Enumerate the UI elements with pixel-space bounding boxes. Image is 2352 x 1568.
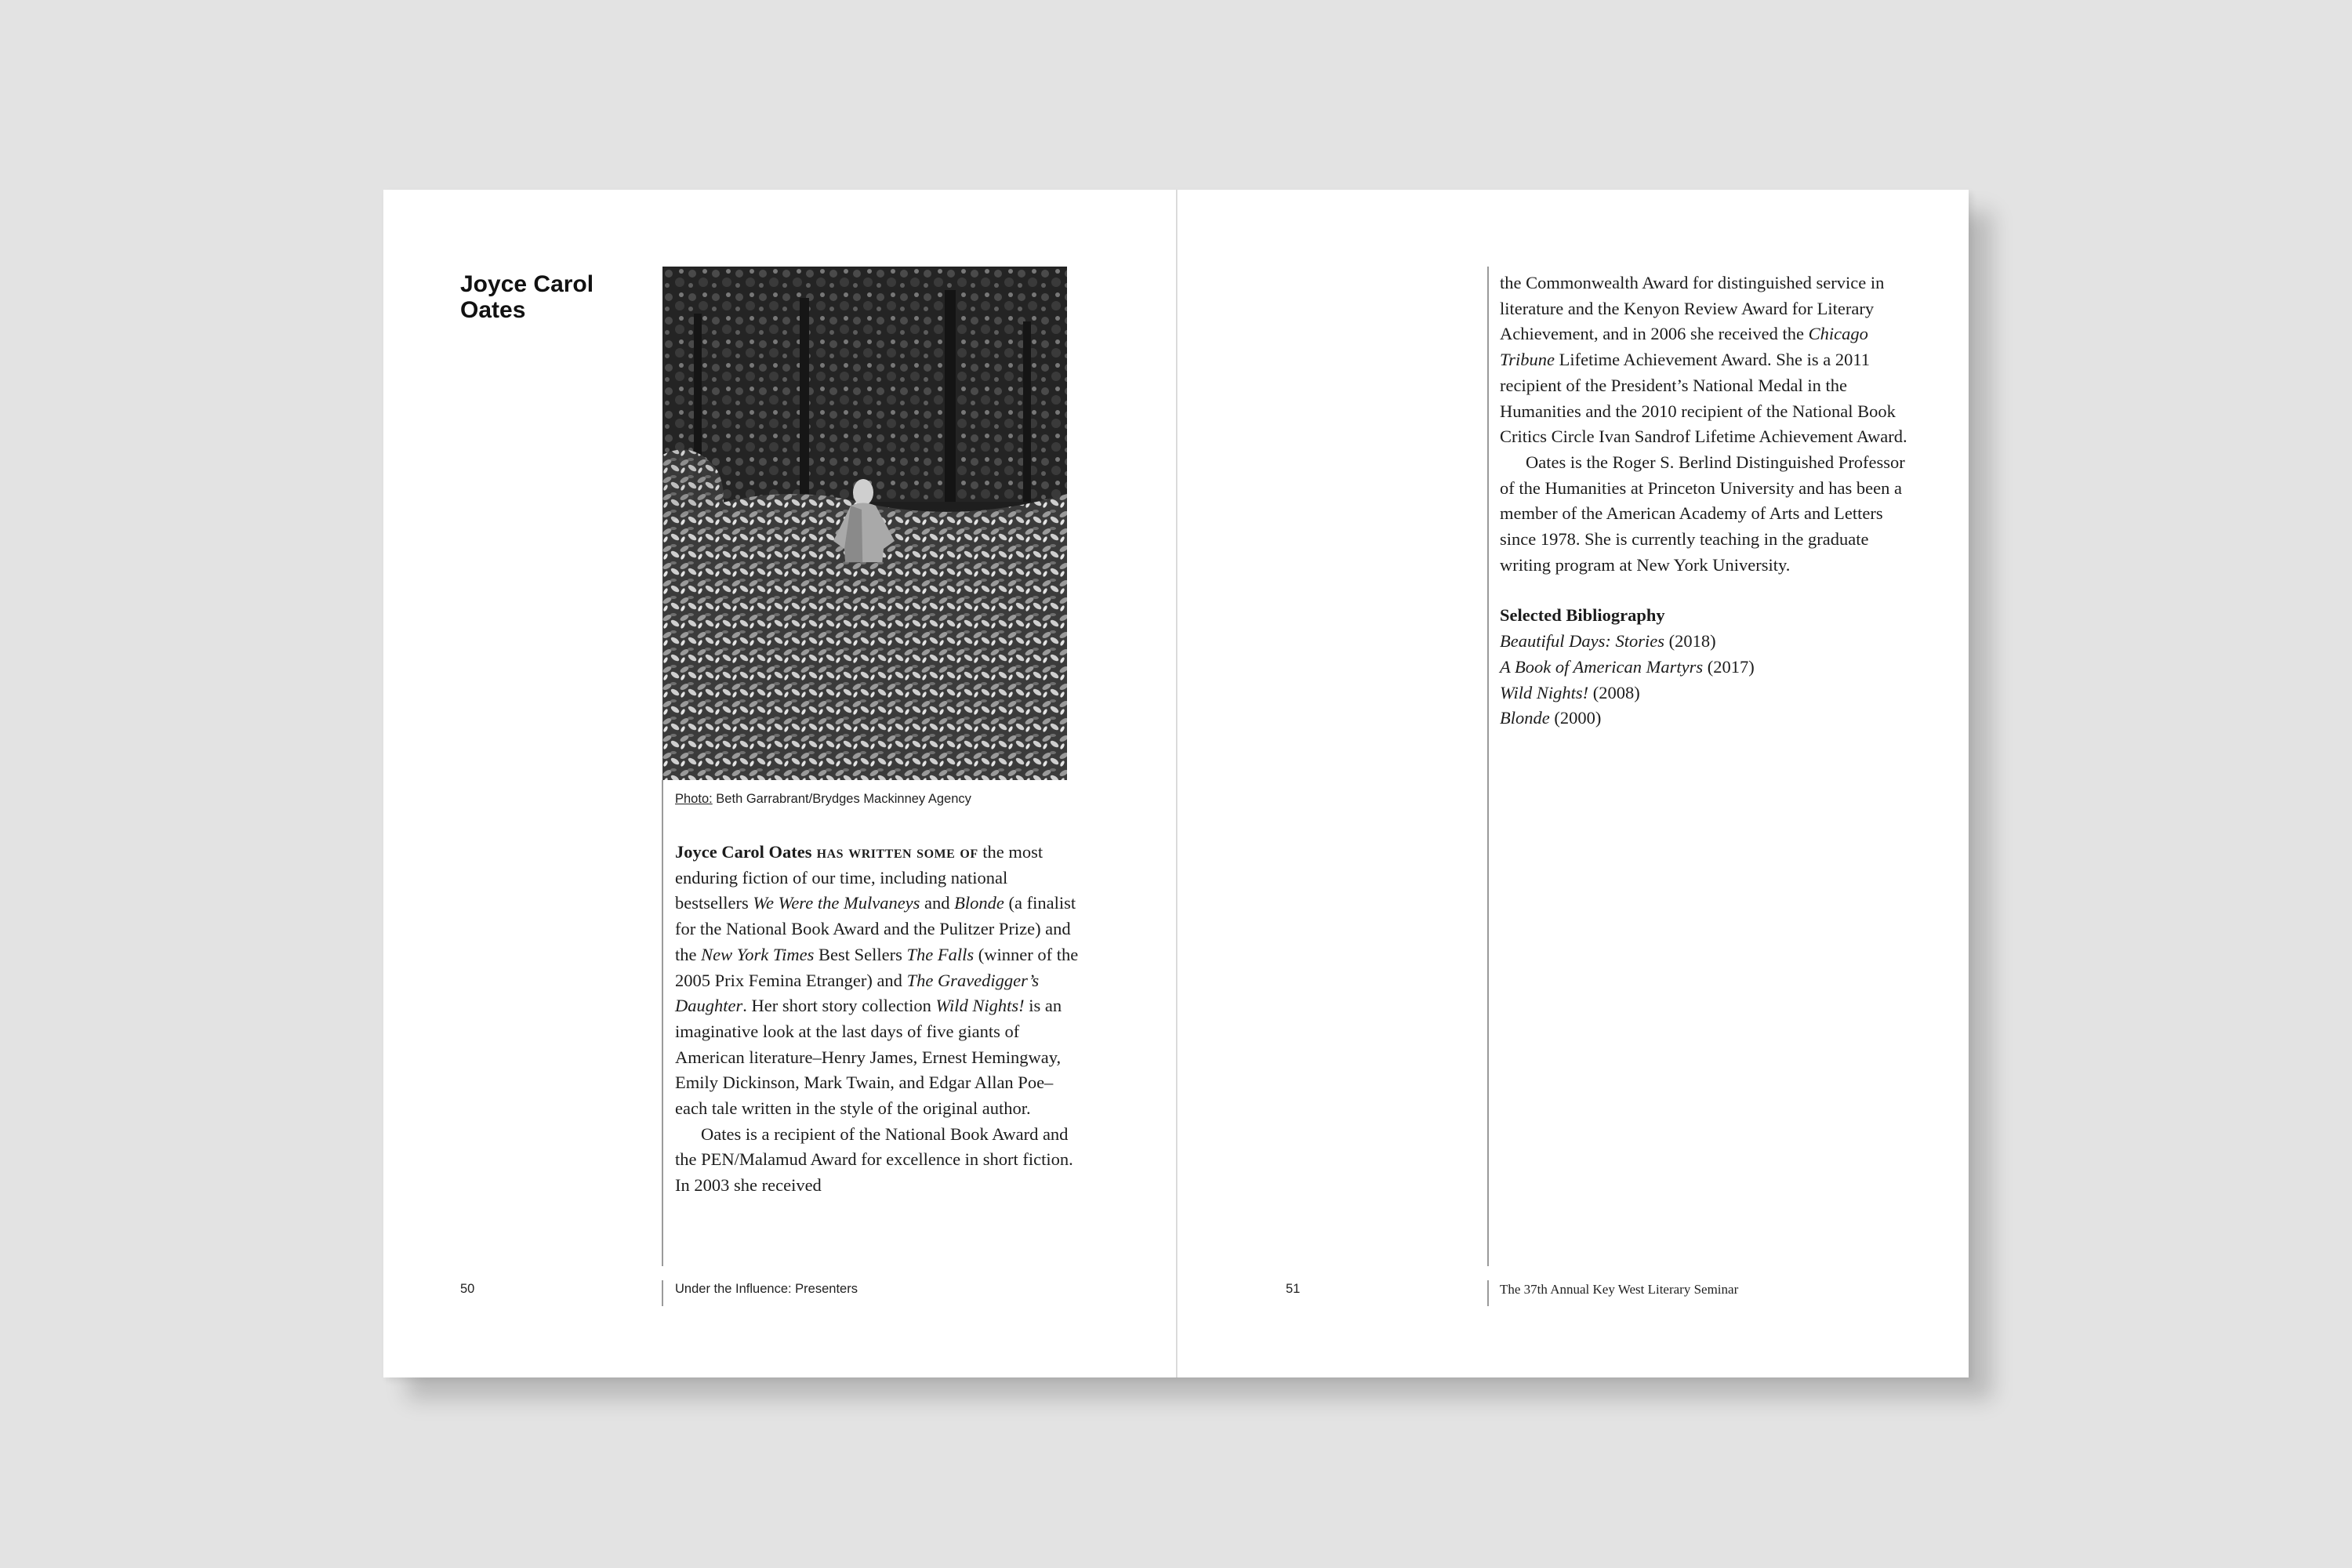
bibliography-heading: Selected Bibliography [1500,605,1665,626]
bibliography-item [1500,655,1907,681]
book-title: The Falls [906,944,975,964]
bibliography-title: A Book of American Martyrs [1500,656,1704,677]
author-name: Joyce Carol Oates [460,271,594,323]
bio-text-run: the Commonwealth Award for distinguished service in literature and the Kenyon Review Award for Literary Achievement, and in 2006 she received the [1500,273,1885,344]
bio-text-run: Best Sellers [814,944,907,964]
bibliography-title: Wild Nights! [1500,682,1589,702]
right-footer-rule [1487,1280,1489,1306]
bibliography-year: (2018) [1664,631,1716,652]
bio-text-run: (a finalist for the National Book Award and the Pulitzer Prize) and the [675,893,1076,964]
bio-paragraph-2: Oates is a recipient of the National Book Award and the PEN/Malamud Award for excellence in short fiction. In 2003 she received [675,1123,1073,1196]
book-title: The Gravedigger’s Daughter [675,970,1040,1016]
bio-paragraph-1 [675,840,1083,1122]
publication-title: Chicago Tribune [1500,324,1868,370]
bio-lead-smallcaps: has written some of [811,842,978,862]
caption-credit: Beth Garrabrant/Brydges Mackinney Agency [712,792,971,806]
bio-text-run: . Her short story collection [742,996,936,1016]
author-photo [662,267,1067,780]
publication-title: New York Times [701,944,815,964]
book-title: Blonde [954,893,1004,913]
left-footer-rule [662,1280,663,1306]
bio-text [675,840,1083,1199]
photo-of-woman-in-garden-icon [662,267,1067,780]
bio-text-run: and [920,893,955,913]
left-column-rule [662,780,663,1266]
bio-lead-name: Joyce Carol Oates [675,842,812,862]
bibliography-title: Beautiful Days: Stories [1500,631,1664,652]
bibliography-title: Blonde [1500,708,1550,728]
bio-paragraph-4: Oates is the Roger S. Berlind Distinguished Professor of the Humanities at Princeton University and has been a member of the American Academy of Arts and Letters since 1978. She is currently teaching in the graduate writing program at New York University. [1500,452,1905,575]
book-title: Wild Nights! [935,996,1025,1016]
bibliography-year: (2017) [1703,656,1755,677]
book-gutter [1176,190,1178,1377]
bio-continued [1500,270,1907,731]
running-head-right: The 37th Annual Key West Literary Seminar [1500,1282,1739,1297]
running-head-left: Under the Influence: Presenters [675,1282,858,1296]
bibliography-item [1500,629,1907,655]
bio-text-run: Lifetime Achievement Award. She is a 2011 recipient of the President’s National Medal in the Humanities and the 2010 recipient of the National Book Critics Circle Ivan Sandrof Lifetime Achievement Award. [1500,350,1907,447]
bibliography-item [1500,706,1907,731]
page-number-left: 50 [460,1282,475,1296]
bio-text-run: (winner of the 2005 Prix Femina Etranger) and [675,944,1079,990]
bio-paragraph-3 [1500,270,1907,450]
bio-text-run: the most enduring fiction of our time, including national bestsellers [675,842,1044,913]
caption-label: Photo: [675,792,713,806]
book-spread [383,190,1969,1377]
bibliography-year: (2008) [1588,682,1640,702]
page-number-right: 51 [1286,1282,1301,1296]
selected-bibliography [1500,603,1907,731]
bibliography-year: (2000) [1549,708,1602,728]
photo-caption [675,792,1083,807]
right-column-rule [1487,267,1489,1266]
book-title: We Were the Mulvaneys [753,893,920,913]
bio-text-run: is an imaginative look at the last days of five giants of American literature–Henry James, Ernest Hemingway, Emily Dickinson, Mark Twain, and Edgar Allan Poe–each tale written in the style of the original author. [675,996,1062,1119]
bibliography-item [1500,681,1907,706]
